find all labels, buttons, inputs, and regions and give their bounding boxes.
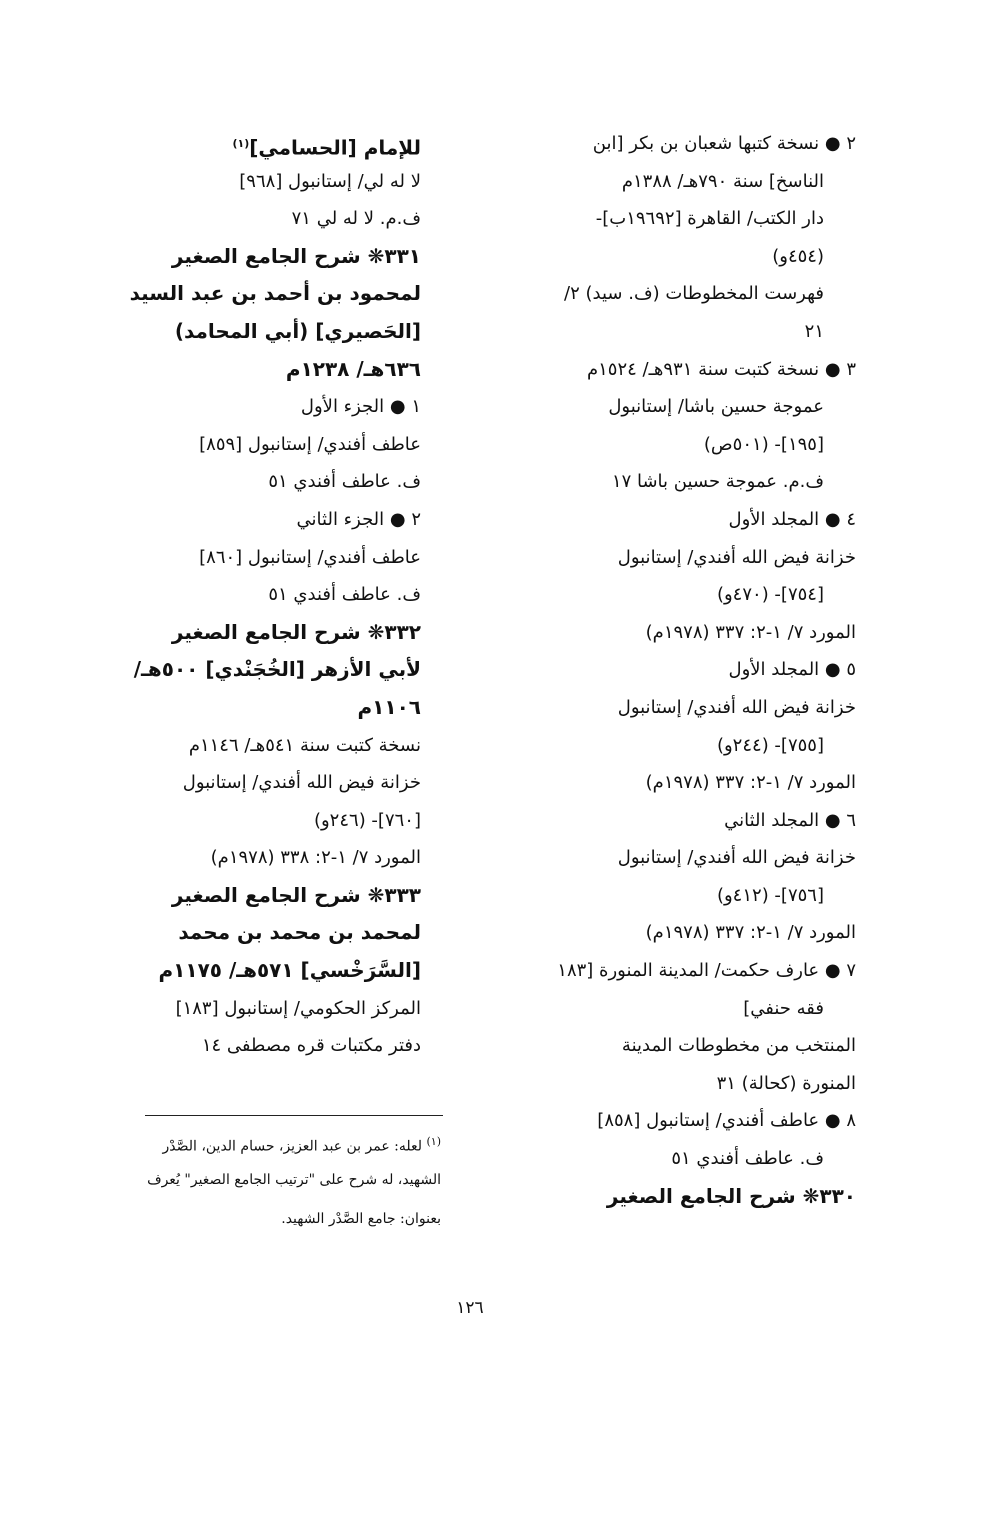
entry-heading: ٣٣٣❋ شرح الجامع الصغير	[171, 882, 421, 907]
text-line: [٧٥٦]- (٤١٢و)	[716, 884, 824, 906]
text-line: ٧ ● عارف حكمت/ المدينة المنورة [١٨٣	[557, 960, 856, 982]
text-line: عموجة حسين باشا/ إستانبول	[608, 396, 824, 418]
text-line: ٦ ● المجلد الثاني	[724, 809, 856, 831]
text-line: [٧٥٤]- (٤٧٠و)	[716, 584, 824, 606]
text-line: ٢١	[804, 320, 824, 342]
text-line: لا له لي/ إستانبول [٩٦٨]	[239, 170, 421, 192]
entry-author-line: ١١٠٦م	[357, 694, 421, 719]
text-line: [٧٥٥]- (٢٤٤و)	[716, 734, 824, 756]
footnote-divider	[145, 1115, 443, 1116]
text-line: خزانة فيض الله أفندي/ إستانبول	[617, 696, 856, 718]
text-line: المورد ٧/ ١-٢: ٣٣٨ (١٩٧٨م)	[210, 847, 421, 869]
author-text: للإمام [الحسامي]	[249, 135, 421, 160]
page-number: ١٢٦	[456, 1298, 484, 1318]
entry-author-line: لمحمود بن أحمد بن عبد السيد	[129, 281, 421, 306]
footnote	[145, 1122, 441, 1239]
footnote-number: (١)	[426, 1135, 441, 1148]
text-line: المورد ٧/ ١-٢: ٣٣٧ (١٩٧٨م)	[645, 922, 856, 944]
footnote-text: لعله: عمر بن عبد العزيز، حسام الدين، الصَّدْر	[162, 1138, 423, 1155]
text-line: خزانة فيض الله أفندي/ إستانبول	[617, 546, 856, 568]
entry-author-line: ٦٣٦هـ/ ١٢٣٨م	[285, 356, 421, 381]
text-line: المركز الحكومي/ إستانبول [١٨٣]	[175, 997, 421, 1019]
text-line: خزانة فيض الله أفندي/ إستانبول	[182, 772, 421, 794]
text-line: (٤٥٤و)	[772, 245, 824, 267]
entry-author-line: لأبي الأزهر [الخُجَنْدي] ٥٠٠هـ/	[133, 657, 421, 682]
footnote-marker: (١)	[232, 137, 250, 150]
entry-heading: ٣٣١❋ شرح الجامع الصغير	[171, 243, 421, 268]
text-line: [١٩٥]- (٥٠١ص)	[703, 433, 824, 455]
text-line: ١ ● الجزء الأول	[300, 396, 421, 418]
text-line: المورد ٧/ ١-٢: ٣٣٧ (١٩٧٨م)	[645, 621, 856, 643]
text-line: ف. عاطف أفندي ٥١	[268, 471, 421, 493]
text-line: ف.م. لا له لي ٧١	[291, 208, 421, 230]
entry-author-line: [السَّرَخْسي] ٥٧١هـ/ ١١٧٥م	[158, 958, 421, 983]
text-line: عاطف أفندي/ إستانبول [٨٦٠]	[199, 546, 421, 568]
text-line: ٥ ● المجلد الأول	[728, 659, 856, 681]
text-line: دفتر مكتبات قره مصطفى ١٤	[201, 1035, 421, 1057]
text-line: عاطف أفندي/ إستانبول [٨٥٩]	[199, 433, 421, 455]
footnote-line: الشهيد، له شرح على "ترتيب الجامع الصغير" يُعرف	[147, 1172, 441, 1188]
text-line: دار الكتب/ القاهرة [١٩٦٩٢ب]-	[595, 208, 824, 230]
text-line: ف. عاطف أفندي ٥١	[671, 1148, 824, 1170]
entry-author-line	[146, 125, 421, 163]
text-line: المنورة (كحالة) ٣١	[716, 1072, 856, 1094]
text-line: ف.م. عموجة حسين باشا ١٧	[611, 471, 824, 493]
footnote-line: بعنوان: جامع الصَّدْر الشهيد.	[281, 1211, 441, 1227]
footnote-line	[145, 1122, 441, 1161]
entry-heading: ٣٣٠❋ شرح الجامع الصغير	[606, 1183, 856, 1208]
text-line: المورد ٧/ ١-٢: ٣٣٧ (١٩٧٨م)	[645, 772, 856, 794]
text-line: ف. عاطف أفندي ٥١	[268, 584, 421, 606]
text-line: فقه حنفي]	[743, 997, 824, 1019]
text-line: ٤ ● المجلد الأول	[728, 508, 856, 530]
text-line: [٧٦٠]- (٢٤٦و)	[313, 809, 421, 831]
text-line: ٨ ● عاطف أفندي/ إستانبول [٨٥٨]	[597, 1110, 856, 1132]
left-column	[129, 125, 421, 1065]
text-line: نسخة كتبت سنة ٥٤١هـ/ ١١٤٦م	[188, 734, 421, 756]
text-line: ٢ ● نسخة كتبها شعبان بن بكر [ابن	[592, 133, 856, 154]
text-line: المنتخب من مخطوطات المدينة	[621, 1035, 856, 1057]
text-line: الناسخ] سنة ٧٩٠هـ/ ١٣٨٨م	[621, 170, 824, 192]
text-line: ٣ ● نسخة كتبت سنة ٩٣١هـ/ ١٥٢٤م	[586, 358, 856, 380]
entry-author-line: لمحمد بن محمد بن محمد	[178, 920, 421, 945]
right-column	[506, 125, 856, 1215]
entry-author-line: [الحَصيري] (أبي المحامد)	[174, 318, 421, 343]
entry-heading: ٣٣٢❋ شرح الجامع الصغير	[171, 619, 421, 644]
text-line: فهرست المخطوطات (ف. سيد) ٢/	[564, 283, 824, 305]
text-line: ٢ ● الجزء الثاني	[296, 508, 421, 530]
text-line: خزانة فيض الله أفندي/ إستانبول	[617, 847, 856, 869]
